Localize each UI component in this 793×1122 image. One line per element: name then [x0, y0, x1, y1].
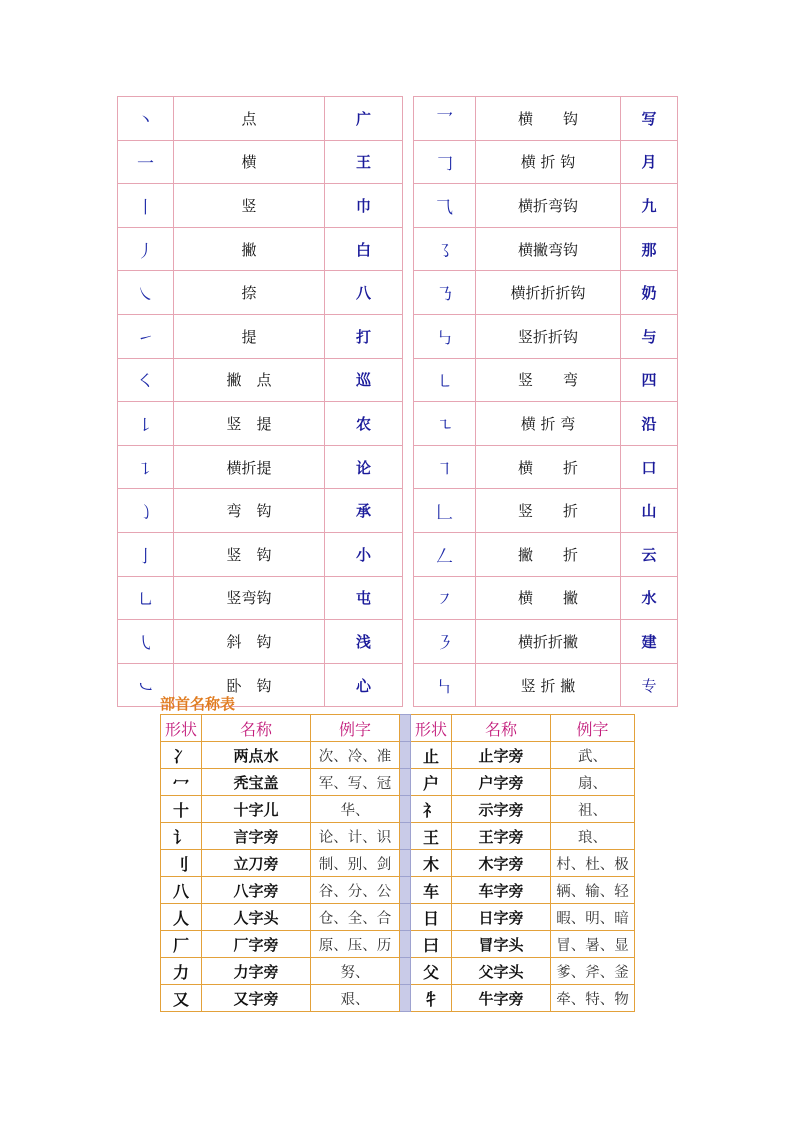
stroke-name: 横折折撇 [476, 620, 621, 664]
stroke-shape: 乛 [414, 97, 476, 141]
radical-examples: 祖、 [551, 796, 635, 823]
stroke-shape: 一 [118, 140, 174, 184]
stroke-name: 横 折 弯 [476, 402, 621, 446]
radical-name: 车字旁 [452, 877, 551, 904]
radicals-title: 部首名称表 [160, 695, 236, 713]
stroke-shape: ㇡ [414, 271, 476, 315]
radical-shape: 车 [411, 877, 452, 904]
stroke-example: 四 [621, 358, 678, 402]
stroke-shape: ㇄ [414, 358, 476, 402]
table-separator [403, 97, 414, 141]
radical-examples: 辆、输、轻 [551, 877, 635, 904]
radical-examples: 制、别、剑 [311, 850, 400, 877]
stroke-name: 横折折折钩 [476, 271, 621, 315]
stroke-example: 与 [621, 314, 678, 358]
stroke-shape: ㇏ [118, 271, 174, 315]
stroke-name: 提 [174, 314, 325, 358]
stroke-name: 竖 折 [476, 489, 621, 533]
stroke-name: 横撇弯钩 [476, 227, 621, 271]
radical-shape: 牜 [411, 985, 452, 1012]
radical-shape: 八 [161, 877, 202, 904]
radical-shape: 止 [411, 742, 452, 769]
table-separator [400, 985, 411, 1012]
stroke-example: 八 [325, 271, 403, 315]
stroke-name: 卧 钩 [174, 663, 325, 707]
stroke-name: 横 折 钩 [476, 140, 621, 184]
stroke-name: 竖 [174, 184, 325, 228]
radical-examples: 次、冷、准 [311, 742, 400, 769]
table-separator [403, 532, 414, 576]
stroke-example: 月 [621, 140, 678, 184]
radical-name: 王字旁 [452, 823, 551, 850]
radical-row [161, 850, 635, 877]
table-separator [400, 877, 411, 904]
radical-name: 木字旁 [452, 850, 551, 877]
stroke-example: 水 [621, 576, 678, 620]
stroke-name: 横折弯钩 [476, 184, 621, 228]
strokes-table [117, 96, 678, 707]
radical-row [161, 796, 635, 823]
stroke-name: 横 钩 [476, 97, 621, 141]
stroke-example: 写 [621, 97, 678, 141]
table-separator [400, 715, 411, 742]
stroke-name: 竖弯钩 [174, 576, 325, 620]
stroke-shape: ㇀ [118, 314, 174, 358]
stroke-name: 点 [174, 97, 325, 141]
table-separator [403, 445, 414, 489]
radical-row [161, 877, 635, 904]
radicals-table-body [161, 715, 635, 1012]
radical-name: 日字旁 [452, 904, 551, 931]
stroke-name: 竖 弯 [476, 358, 621, 402]
stroke-shape: ㇟ [118, 576, 174, 620]
stroke-example: 广 [325, 97, 403, 141]
stroke-name: 横 [174, 140, 325, 184]
stroke-example: 沿 [621, 402, 678, 446]
radical-name: 示字旁 [452, 796, 551, 823]
radical-name: 又字旁 [202, 985, 311, 1012]
stroke-shape: 𠃌 [414, 140, 476, 184]
radical-shape: 力 [161, 958, 202, 985]
stroke-shape: ㇛ [118, 358, 174, 402]
stroke-example: 建 [621, 620, 678, 664]
stroke-row [118, 620, 678, 664]
radical-examples: 努、 [311, 958, 400, 985]
table-separator [400, 796, 411, 823]
radical-name: 父字头 [452, 958, 551, 985]
header-name: 名称 [452, 715, 551, 742]
radical-name: 人字头 [202, 904, 311, 931]
stroke-name: 竖 钩 [174, 532, 325, 576]
radical-shape: 又 [161, 985, 202, 1012]
stroke-example: 王 [325, 140, 403, 184]
radical-examples: 艰、 [311, 985, 400, 1012]
radical-examples: 谷、分、公 [311, 877, 400, 904]
stroke-shape: ㇁ [118, 489, 174, 533]
header-example: 例字 [551, 715, 635, 742]
stroke-example: 小 [325, 532, 403, 576]
stroke-example: 打 [325, 314, 403, 358]
stroke-example: 九 [621, 184, 678, 228]
radical-examples: 论、计、识 [311, 823, 400, 850]
stroke-row [118, 532, 678, 576]
radical-examples: 武、 [551, 742, 635, 769]
stroke-name: 斜 钩 [174, 620, 325, 664]
table-separator [403, 184, 414, 228]
stroke-name: 横折提 [174, 445, 325, 489]
radical-name: 十字儿 [202, 796, 311, 823]
radical-row [161, 769, 635, 796]
table-separator [403, 489, 414, 533]
radical-shape: 户 [411, 769, 452, 796]
stroke-example: 专 [621, 663, 678, 707]
radical-examples: 军、写、冠 [311, 769, 400, 796]
radical-shape: 礻 [411, 796, 452, 823]
stroke-example: 承 [325, 489, 403, 533]
radical-examples: 扇、 [551, 769, 635, 796]
stroke-shape: ⺄ [414, 184, 476, 228]
stroke-name: 竖 提 [174, 402, 325, 446]
stroke-shape: ㇞ [414, 663, 476, 707]
stroke-name: 弯 钩 [174, 489, 325, 533]
header-shape: 形状 [161, 715, 202, 742]
stroke-row [118, 184, 678, 228]
stroke-example: 白 [325, 227, 403, 271]
table-separator [400, 958, 411, 985]
radical-examples: 琅、 [551, 823, 635, 850]
stroke-shape: ㇇ [414, 576, 476, 620]
radical-name: 秃宝盖 [202, 769, 311, 796]
radical-shape: 人 [161, 904, 202, 931]
stroke-shape: 亅 [118, 532, 174, 576]
stroke-row [118, 97, 678, 141]
stroke-example: 口 [621, 445, 678, 489]
stroke-shape: ㇃ [118, 663, 174, 707]
stroke-example: 巾 [325, 184, 403, 228]
stroke-example: 论 [325, 445, 403, 489]
stroke-shape: 𠃊 [414, 489, 476, 533]
radical-row [161, 742, 635, 769]
stroke-name: 横 撇 [476, 576, 621, 620]
table-separator [403, 227, 414, 271]
radical-shape: 木 [411, 850, 452, 877]
stroke-row [118, 576, 678, 620]
stroke-shape: 丶 [118, 97, 174, 141]
radical-examples: 冒、暑、显 [551, 931, 635, 958]
table-separator [403, 576, 414, 620]
stroke-shape: ㇌ [414, 227, 476, 271]
stroke-name: 竖 折 撇 [476, 663, 621, 707]
radical-name: 两点水 [202, 742, 311, 769]
radical-row [161, 904, 635, 931]
stroke-example: 奶 [621, 271, 678, 315]
stroke-row [118, 271, 678, 315]
stroke-example: 巡 [325, 358, 403, 402]
radical-row [161, 931, 635, 958]
radical-row [161, 985, 635, 1012]
radical-name: 止字旁 [452, 742, 551, 769]
radical-name: 冒字头 [452, 931, 551, 958]
radical-name: 力字旁 [202, 958, 311, 985]
table-separator [400, 931, 411, 958]
stroke-shape: ㇙ [118, 402, 174, 446]
stroke-shape: 丿 [118, 227, 174, 271]
radical-name: 八字旁 [202, 877, 311, 904]
table-separator [400, 742, 411, 769]
radical-shape: 王 [411, 823, 452, 850]
radical-shape: 冖 [161, 769, 202, 796]
stroke-example: 心 [325, 663, 403, 707]
radical-examples: 村、杜、极 [551, 850, 635, 877]
radical-examples: 牵、特、物 [551, 985, 635, 1012]
radical-shape: 厂 [161, 931, 202, 958]
stroke-row [118, 358, 678, 402]
radical-shape: 十 [161, 796, 202, 823]
radicals-table [160, 714, 635, 1012]
stroke-example: 那 [621, 227, 678, 271]
table-separator [403, 358, 414, 402]
header-name: 名称 [202, 715, 311, 742]
radical-name: 言字旁 [202, 823, 311, 850]
table-separator [403, 663, 414, 707]
stroke-shape: 𠃋 [414, 532, 476, 576]
stroke-shape: ㇊ [118, 445, 174, 489]
radical-examples: 华、 [311, 796, 400, 823]
stroke-shape: 丨 [118, 184, 174, 228]
stroke-shape: ㇋ [414, 620, 476, 664]
table-separator [403, 620, 414, 664]
radical-shape: 父 [411, 958, 452, 985]
table-separator [403, 314, 414, 358]
stroke-name: 捺 [174, 271, 325, 315]
table-separator [403, 140, 414, 184]
stroke-example: 云 [621, 532, 678, 576]
stroke-shape: ㇂ [118, 620, 174, 664]
radical-name: 厂字旁 [202, 931, 311, 958]
stroke-row [118, 140, 678, 184]
radical-row [161, 823, 635, 850]
stroke-shape: ㇉ [414, 314, 476, 358]
radical-shape: 刂 [161, 850, 202, 877]
table-separator [400, 850, 411, 877]
radical-shape: 曰 [411, 931, 452, 958]
radical-examples: 仓、全、合 [311, 904, 400, 931]
radical-name: 户字旁 [452, 769, 551, 796]
stroke-shape: ㇍ [414, 402, 476, 446]
radical-row [161, 958, 635, 985]
stroke-row [118, 445, 678, 489]
header-shape: 形状 [411, 715, 452, 742]
radical-shape: 讠 [161, 823, 202, 850]
table-separator [400, 769, 411, 796]
radical-examples: 原、压、历 [311, 931, 400, 958]
stroke-shape: ㇕ [414, 445, 476, 489]
stroke-example: 屯 [325, 576, 403, 620]
stroke-name: 撇 点 [174, 358, 325, 402]
radicals-header-row [161, 715, 635, 742]
strokes-table-body [118, 97, 678, 707]
table-separator [400, 823, 411, 850]
stroke-row [118, 227, 678, 271]
stroke-row [118, 402, 678, 446]
radical-name: 立刀旁 [202, 850, 311, 877]
stroke-example: 山 [621, 489, 678, 533]
stroke-row [118, 489, 678, 533]
stroke-name: 撇 [174, 227, 325, 271]
stroke-name: 撇 折 [476, 532, 621, 576]
radical-examples: 爹、斧、釜 [551, 958, 635, 985]
table-separator [400, 904, 411, 931]
stroke-example: 浅 [325, 620, 403, 664]
stroke-name: 竖折折钩 [476, 314, 621, 358]
radical-shape: 冫 [161, 742, 202, 769]
header-example: 例字 [311, 715, 400, 742]
radical-shape: 日 [411, 904, 452, 931]
stroke-example: 农 [325, 402, 403, 446]
table-separator [403, 402, 414, 446]
radical-name: 牛字旁 [452, 985, 551, 1012]
radical-examples: 暇、明、暗 [551, 904, 635, 931]
stroke-name: 横 折 [476, 445, 621, 489]
stroke-row [118, 314, 678, 358]
table-separator [403, 271, 414, 315]
